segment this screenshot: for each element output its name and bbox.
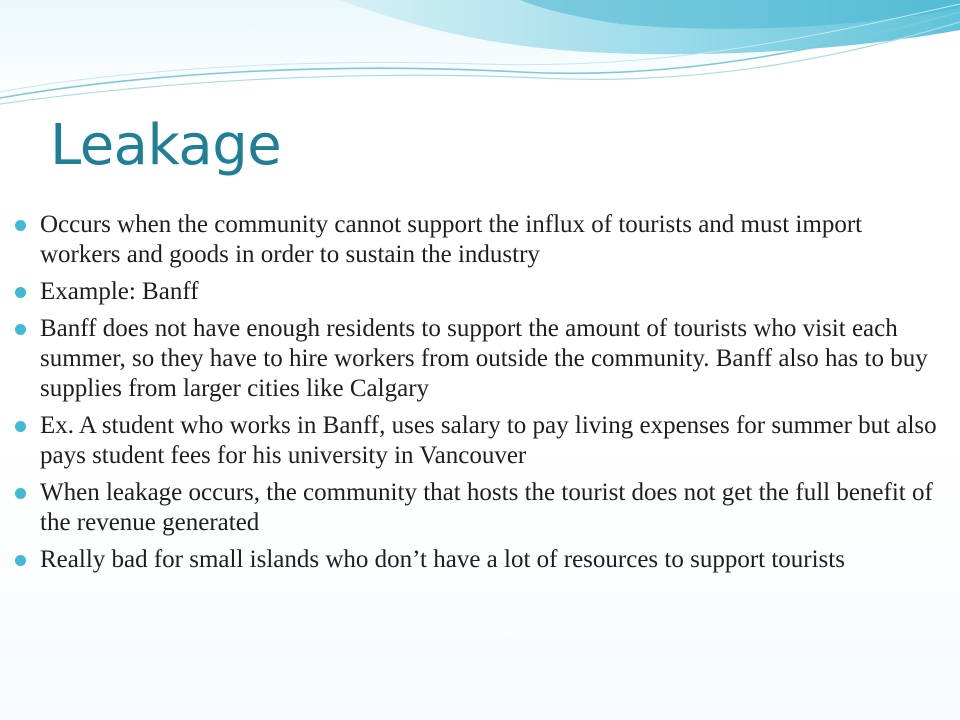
bullet-text: Ex. A student who works in Banff, uses salary to pay living expenses for summer but also pays student fees for his university in Vancouver — [40, 412, 937, 469]
bullet-text: Banff does not have enough residents to support the amount of tourists who visit each summer, so they have to hire workers from outside the community. Banff also has to buy supplies from larger cities like Calgary — [40, 315, 928, 402]
bullet-dot-icon — [15, 220, 26, 231]
bullet-text: When leakage occurs, the community that hosts the tourist does not get the full benefit of the revenue generated — [40, 479, 933, 536]
bullet-list — [15, 210, 945, 582]
bullet-item — [15, 545, 945, 575]
bullet-dot-icon — [15, 324, 26, 335]
slide-title: Leakage — [50, 113, 282, 178]
bullet-item — [15, 411, 945, 471]
bullet-item — [15, 277, 945, 307]
bullet-dot-icon — [15, 287, 26, 298]
bullet-text: Really bad for small islands who don’t have a lot of resources to support tourists — [40, 546, 845, 573]
bullet-dot-icon — [15, 555, 26, 566]
bullet-item — [15, 210, 945, 270]
bullet-item — [15, 478, 945, 538]
header-wave-decoration — [0, 0, 960, 130]
bullet-text: Example: Banff — [40, 278, 199, 305]
bullet-dot-icon — [15, 488, 26, 499]
bullet-text: Occurs when the community cannot support the influx of tourists and must import workers and goods in order to sustain the industry — [40, 211, 863, 268]
bullet-dot-icon — [15, 421, 26, 432]
bullet-item — [15, 314, 945, 404]
